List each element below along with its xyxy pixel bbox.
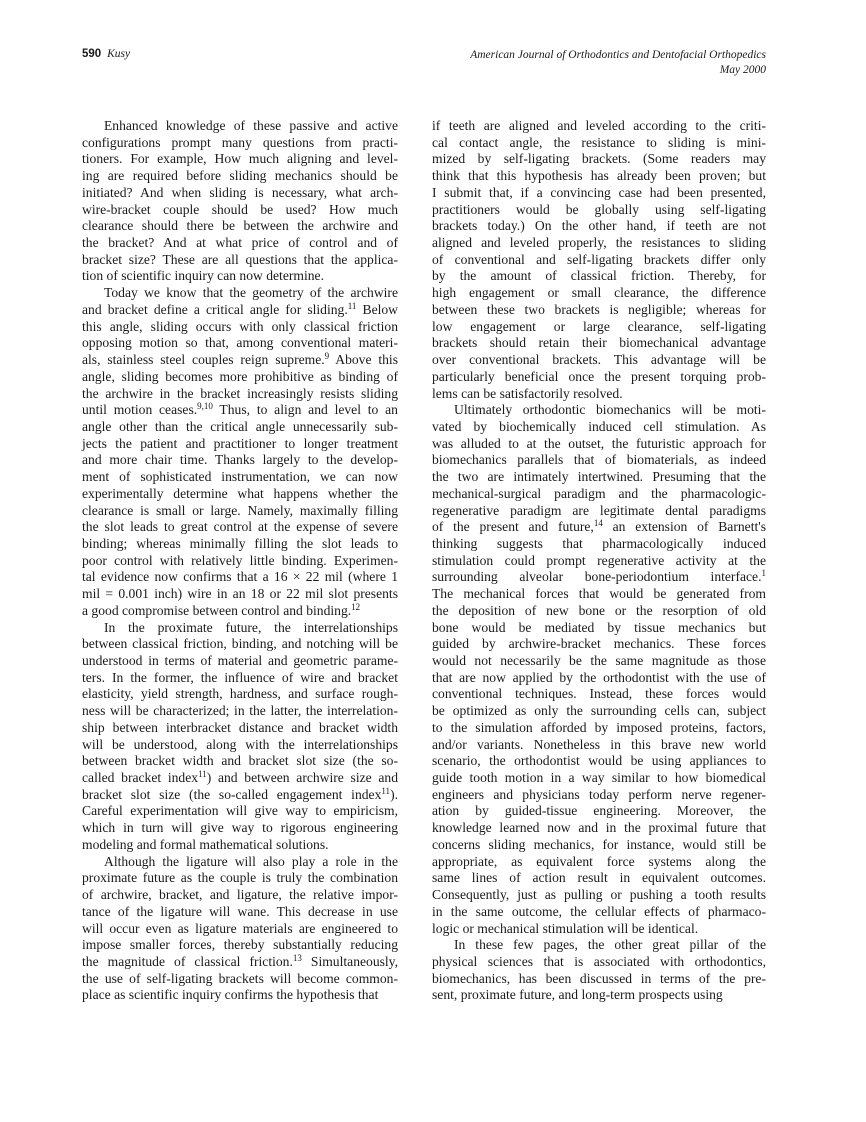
text-line: wire-bracket couple should be used? How much [82, 201, 398, 217]
text-line: high engagement or small clearance, the difference [432, 285, 766, 301]
text-line: by the amount of classical friction. Thereby, for [432, 268, 766, 284]
text-line: Although the ligature will also play a role in the [104, 853, 398, 869]
text-line: and more chair time. Thanks largely to the develop- [82, 452, 398, 468]
text-line: will be understood, along with the interrelationships [82, 736, 398, 752]
text-line: particularly beneficial once the present torquing prob- [432, 368, 766, 384]
text-line: scenario, the orthodontist would be using appliances to [432, 753, 766, 769]
text-line: lems can be satisfactorily resolved. [432, 385, 623, 401]
paragraph [432, 402, 766, 937]
text-line: biomechanics, has been discussed in terms of the pre- [432, 970, 766, 986]
text-line: ing are required before sliding mechanics should be [82, 168, 398, 184]
text-line: appropriate, as equivalent force systems along the [432, 853, 766, 869]
text-line: binding; whereas minimally filling the slot leads to [82, 535, 398, 551]
text-line: poor control with relatively little binding. Experimen- [82, 552, 398, 568]
page-number: 590 [82, 48, 102, 60]
text-line: initiated? And when sliding is necessary, what arch- [82, 184, 398, 200]
text-line: brackets today.) On the other hand, if teeth are not [432, 218, 766, 234]
text-line: until motion ceases.$^{9,10}$ Thus, to align and level to an [82, 401, 398, 418]
text-line: the slot leads to great control at the expense of severe [82, 519, 398, 535]
text-line: called bracket index$^{11}$) and between archwire size and [82, 769, 398, 786]
text-line: Careful experimentation will give way to empiricism, [82, 803, 398, 819]
text-line: if teeth are aligned and leveled according to the criti- [432, 118, 766, 133]
text-line: experimentally determine what happens whether the [82, 485, 398, 501]
text-line: and bracket define a critical angle for sliding.$^{11}$ Below [82, 300, 398, 317]
text-line: between classical friction, binding, and notching will be [82, 636, 398, 652]
text-line: surrounding alveolar bone-periodontium interface.$^1$ [432, 568, 766, 585]
text-line: practitioners would be globally using self-ligating [432, 201, 766, 217]
running-author: Kusy [107, 48, 131, 60]
text-line: Enhanced knowledge of these passive and active [104, 118, 398, 133]
text-line: bracket size? These are all questions that the applica- [82, 251, 398, 267]
text-line: thinking suggests that pharmacologically induced [432, 535, 766, 551]
text-line: In the proximate future, the interrelationships [104, 619, 398, 635]
text-line: concerns sliding mechanics, for instance, would still be [432, 836, 766, 852]
paragraph [82, 285, 398, 619]
text-line: this angle, sliding occurs with only classical friction [82, 318, 398, 334]
text-line: of archwire, bracket, and ligature, the relative impor- [82, 887, 398, 903]
text-line: over conventional brackets. This advantage will be [432, 352, 766, 368]
text-line: configurations prompt many questions from practi- [82, 134, 398, 150]
text-line: sent, proximate future, and long-term prospects using [432, 987, 723, 1003]
text-line: I submit that, if a convincing case had been presented, [432, 184, 766, 200]
text-line: the use of self-ligating brackets will become common- [82, 970, 398, 986]
text-line: of conventional and self-ligating brackets differ only [432, 251, 766, 267]
text-line: angle other than the critical angle unnecessarily sub- [82, 418, 398, 434]
text-line: guided by archwire-bracket mechanics. These forces [432, 636, 766, 652]
text-line: tance of the ligature will wane. This decrease in use [82, 903, 398, 919]
citation-superscript: 11 [198, 769, 207, 780]
text-line: same lines of action result in equivalent outcomes. [432, 870, 766, 886]
text-line: the bracket? And at what price of control and of [82, 235, 398, 251]
running-header-right [470, 48, 766, 78]
citation-superscript: 11 [347, 300, 357, 311]
text-line: aligned and leveled properly, the resistances to sliding [432, 235, 766, 251]
text-line: the two are intimately intertwined. Presuming that the [432, 469, 766, 485]
paragraph [82, 118, 398, 285]
text-line: think that this hypothesis has already been proven; but [432, 168, 766, 184]
text-line: tioners. For example, How much aligning and level- [82, 151, 398, 167]
text-line: bracket slot size (the so-called engagement index$^{11}$). [82, 785, 398, 802]
left-column [82, 118, 398, 1004]
text-line: mized by self-ligating brackets. (Some readers may [432, 151, 766, 167]
right-column [432, 118, 766, 1004]
text-line: clearance should there be between the archwire and [82, 218, 398, 234]
text-line: ation by guided-tissue engineering. Moreover, the [432, 803, 766, 819]
text-line: impose smaller forces, thereby substantially reducing [82, 937, 398, 953]
text-line: that are now applied by the orthodontist with the use of [432, 669, 766, 685]
text-line: The mechanical forces that would be generated from [432, 586, 766, 602]
text-line: low engagement or large clearance, self-ligating [432, 318, 766, 334]
paragraph [432, 937, 766, 1004]
text-line: regenerative paradigm are legitimate dental paradigms [432, 502, 766, 518]
text-line: place as scientific inquiry confirms the hypothesis that [82, 987, 379, 1003]
text-line: jects the patient and practitioner to longer treatment [82, 435, 398, 451]
text-line: clearance is small or large. Namely, maximally filling [82, 502, 398, 518]
text-line: understood in terms of material and geometric parame- [82, 653, 398, 668]
text-line: conventional techniques. Instead, these forces would [432, 686, 766, 702]
text-line: the deposition of new bone or the resorption of old [432, 602, 766, 618]
text-line: brackets should retain their biomechanical advantage [432, 335, 766, 351]
text-line: engineers and physicians today perform nerve regener- [432, 786, 766, 802]
text-line: tion of scientific inquiry can now determine. [82, 268, 324, 284]
text-line: logic or mechanical stimulation will be identical. [432, 920, 699, 936]
citation-superscript: 13 [292, 952, 302, 963]
text-line: proximate future as the couple is truly the combination [82, 870, 398, 886]
text-line: modeling and formal mathematical solutions. [82, 836, 329, 852]
text-line: guide tooth motion in a way similar to how biomedical [432, 770, 766, 786]
text-line: angle, sliding becomes more prohibitive as binding of [82, 368, 398, 384]
text-line: between these two brackets is negligible; whereas for [432, 301, 766, 317]
text-line: which in turn will give way to rigorous engineering [82, 820, 398, 836]
citation-superscript: 14 [593, 518, 603, 529]
text-line: In these few pages, the other great pillar of the [454, 937, 766, 953]
text-line: bone would be mediated by tissue mechanics but [432, 619, 766, 635]
citation-superscript: 1 [761, 568, 766, 579]
text-line: will occur even as ligature materials are engineered to [82, 920, 398, 936]
text-line: be optimized as only the surrounding cells can, subject [432, 703, 766, 719]
text-line: tal evidence now confirms that a 16 × 22 mil (where 1 [82, 569, 398, 585]
text-line: physical sciences that is associated with orthodontics, [432, 953, 766, 969]
text-line: of the present and future,$^{14}$ an extension of Barnett's [432, 518, 766, 535]
citation-superscript: 12 [351, 601, 361, 612]
text-line: between bracket width and bracket slot size (the so- [82, 753, 398, 769]
text-line: stimulation could prompt regenerative activity at the [432, 552, 766, 568]
issue-date: May 2000 [719, 64, 766, 76]
paragraph [82, 620, 398, 854]
text-line: in the same outcome, the cellular effects of pharmaco- [432, 903, 766, 919]
text-line: knowledge learned now and in the proximal future that [432, 820, 766, 836]
text-line: ters. In the former, the influence of wire and bracket [82, 669, 398, 685]
text-line: Consequently, just as pulling or pushing a tooth results [432, 887, 766, 903]
text-line: Ultimately orthodontic biomechanics will be moti- [454, 402, 766, 418]
citation-superscript: 9,10 [197, 401, 213, 412]
text-line: mechanical-surgical paradigm and the pharmacologic- [432, 485, 766, 501]
text-line: mil = 0.001 inch) wire in an 18 or 22 mil slot presents [82, 586, 398, 602]
text-line: biomechanics parallels that of biomaterials, as indeed [432, 452, 766, 468]
text-line: was alluded to at the outset, the futuristic approach for [432, 435, 766, 451]
text-line: ment of sophisticated instrumentation, we can now [82, 469, 398, 485]
paragraph [82, 854, 398, 1004]
text-line: the archwire in the bracket increasingly resists sliding [82, 385, 398, 401]
citation-superscript: 11 [381, 785, 391, 796]
text-line: vated by biochemically induced cell stimulation. As [432, 418, 766, 434]
text-line: cal contact angle, the resistance to sliding is mini- [432, 134, 766, 150]
text-line: ship between interbracket distance and bracket width [82, 719, 398, 735]
text-line: a good compromise between control and binding.$^{12}$ [82, 601, 361, 618]
text-line: opposing motion so that, among conventional materi- [82, 335, 398, 351]
paragraph [432, 118, 766, 402]
journal-title: American Journal of Orthodontics and Dentofacial Orthopedics [470, 49, 766, 61]
text-line: elasticity, yield strength, hardness, and surface rough- [82, 686, 398, 702]
running-header-left [82, 48, 130, 60]
citation-superscript: 9 [324, 351, 330, 362]
text-line: als, stainless steel couples reign supreme.$^9$ Above this [82, 351, 398, 368]
text-line: to the simulation afforded by imposed proteins, factors, [432, 719, 766, 735]
text-line: would not necessarily be the same magnitude as those [432, 653, 766, 668]
text-line: the magnitude of classical friction.$^{13}$ Simultaneously, [82, 952, 398, 969]
text-line: ness will be characterized; in the latter, the interrelation- [82, 703, 398, 719]
text-line: Today we know that the geometry of the archwire [104, 285, 398, 301]
text-line: and/or variants. Nonetheless in this brave new world [432, 736, 766, 752]
